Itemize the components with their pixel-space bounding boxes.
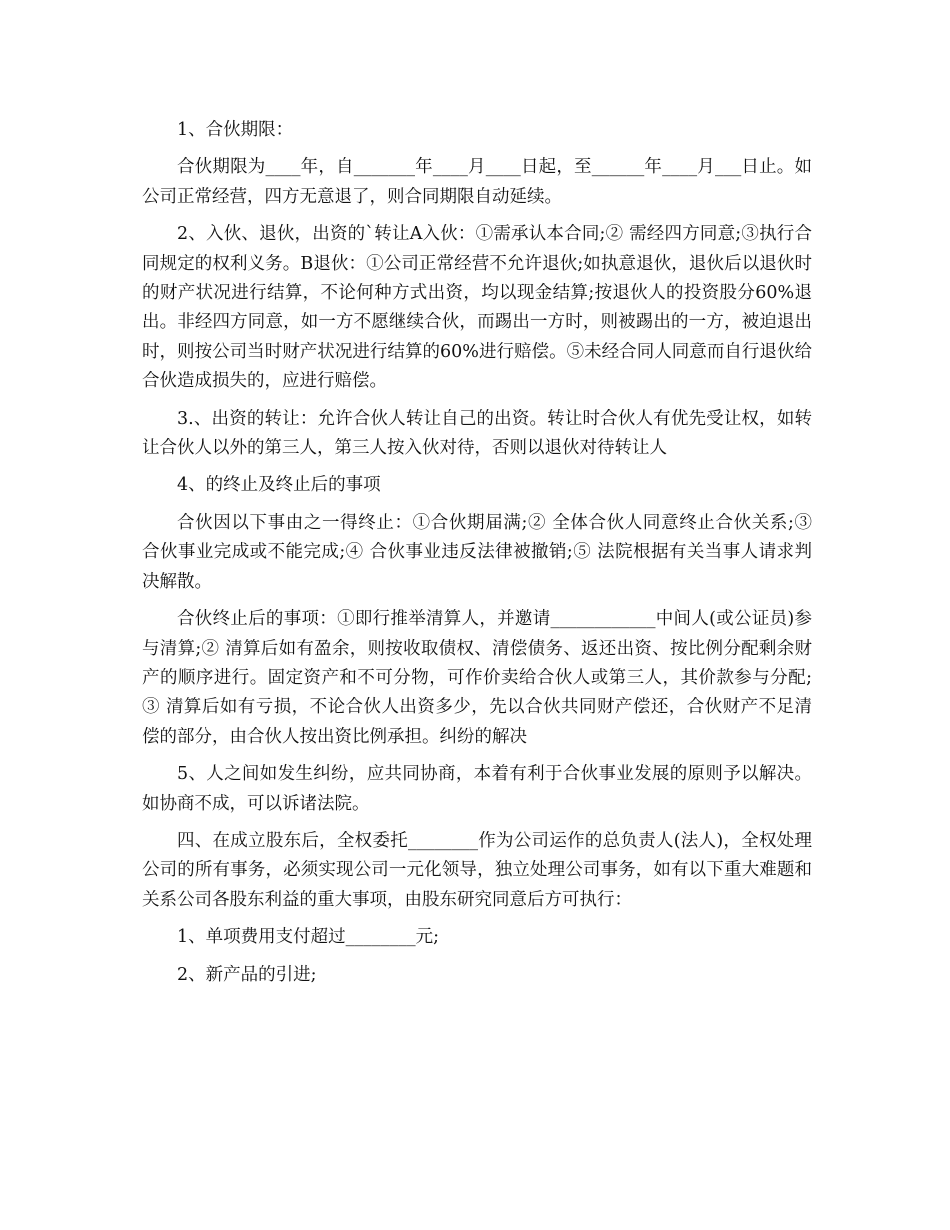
paragraph-post-termination: 合伙终止后的事项：①即行推举清算人，并邀请____________中间人(或公证员)参与清算;② 清算后如有盈余，则按收取债权、清偿债务、返还出资、按比例分配剩余财产的顺序进行。固定资产和不可分物，可作价卖给合伙人或第三人，其价款参与分配;③ 清算后如有亏损，不论合伙人出资多少，先以合伙共同财产偿还，合伙财产不足清偿的部分，由合伙人按出资比例承担。纠纷的解决 (142, 609, 812, 747)
paragraph-capital-transfer: 3.、出资的转让：允许合伙人转让自己的出资。转让时合伙人有优先受让权，如转让合伙人以外的第三人，第三人按入伙对待，否则以退伙对待转让人 (142, 408, 812, 459)
paragraph-dispute-resolution: 5、人之间如发生纠纷，应共同协商，本着有利于合伙事业发展的原则予以解决。如协商不成，可以诉诸法院。 (142, 764, 812, 814)
paragraph-termination-heading: 4、的终止及终止后的事项 (177, 475, 381, 496)
paragraph-join-withdraw: 2、入伙、退伙，出资的`转让A入伙：①需承认本合同;② 需经四方同意;③执行合同规定的权利义务。B退伙：①公司正常经营不允许退伙;如执意退伙，退伙后以退伙时的财产状况进行结算，不论何种方式出资，均以现金结算;按退伙人的投资股分60%退出。非经四方同意，如一方不愿继续合伙，而踢出一方时，则被踢出的一方，被迫退出时，则按公司当时财产状况进行结算的60%进行赔偿。⑤未经合同人同意而自行退伙给合伙造成损失的，应进行赔偿。 (142, 224, 812, 392)
paragraph-item-expense-limit: 1、单项费用支付超过________元; (177, 927, 440, 948)
paragraph-partnership-term-heading: 1、合伙期限： (177, 120, 294, 140)
paragraph-termination-causes: 合伙因以下事由之一得终止：①合伙期届满;② 全体合伙人同意终止合伙关系;③ 合伙事业完成或不能完成;④ 合伙事业违反法律被撤销;⑤ 法院根据有关当事人请求判决解散。 (142, 512, 812, 592)
paragraph-partnership-term: 合伙期限为____年，自_______年____月____日起，至______年____月___日止。如公司正常经营，四方无意退了，则合同期限自动延续。 (142, 157, 812, 207)
document-body (142, 116, 812, 990)
paragraph-authorization: 四、在成立股东后，全权委托________作为公司运作的总负责人(法人)，全权处理公司的所有事务，必须实现公司一元化领导，独立处理公司事务，如有以下重大难题和关系公司各股东利益的重大事项，由股东研究同意后方可执行： (142, 830, 812, 910)
paragraph-item-new-product: 2、新产品的引进; (177, 964, 317, 985)
